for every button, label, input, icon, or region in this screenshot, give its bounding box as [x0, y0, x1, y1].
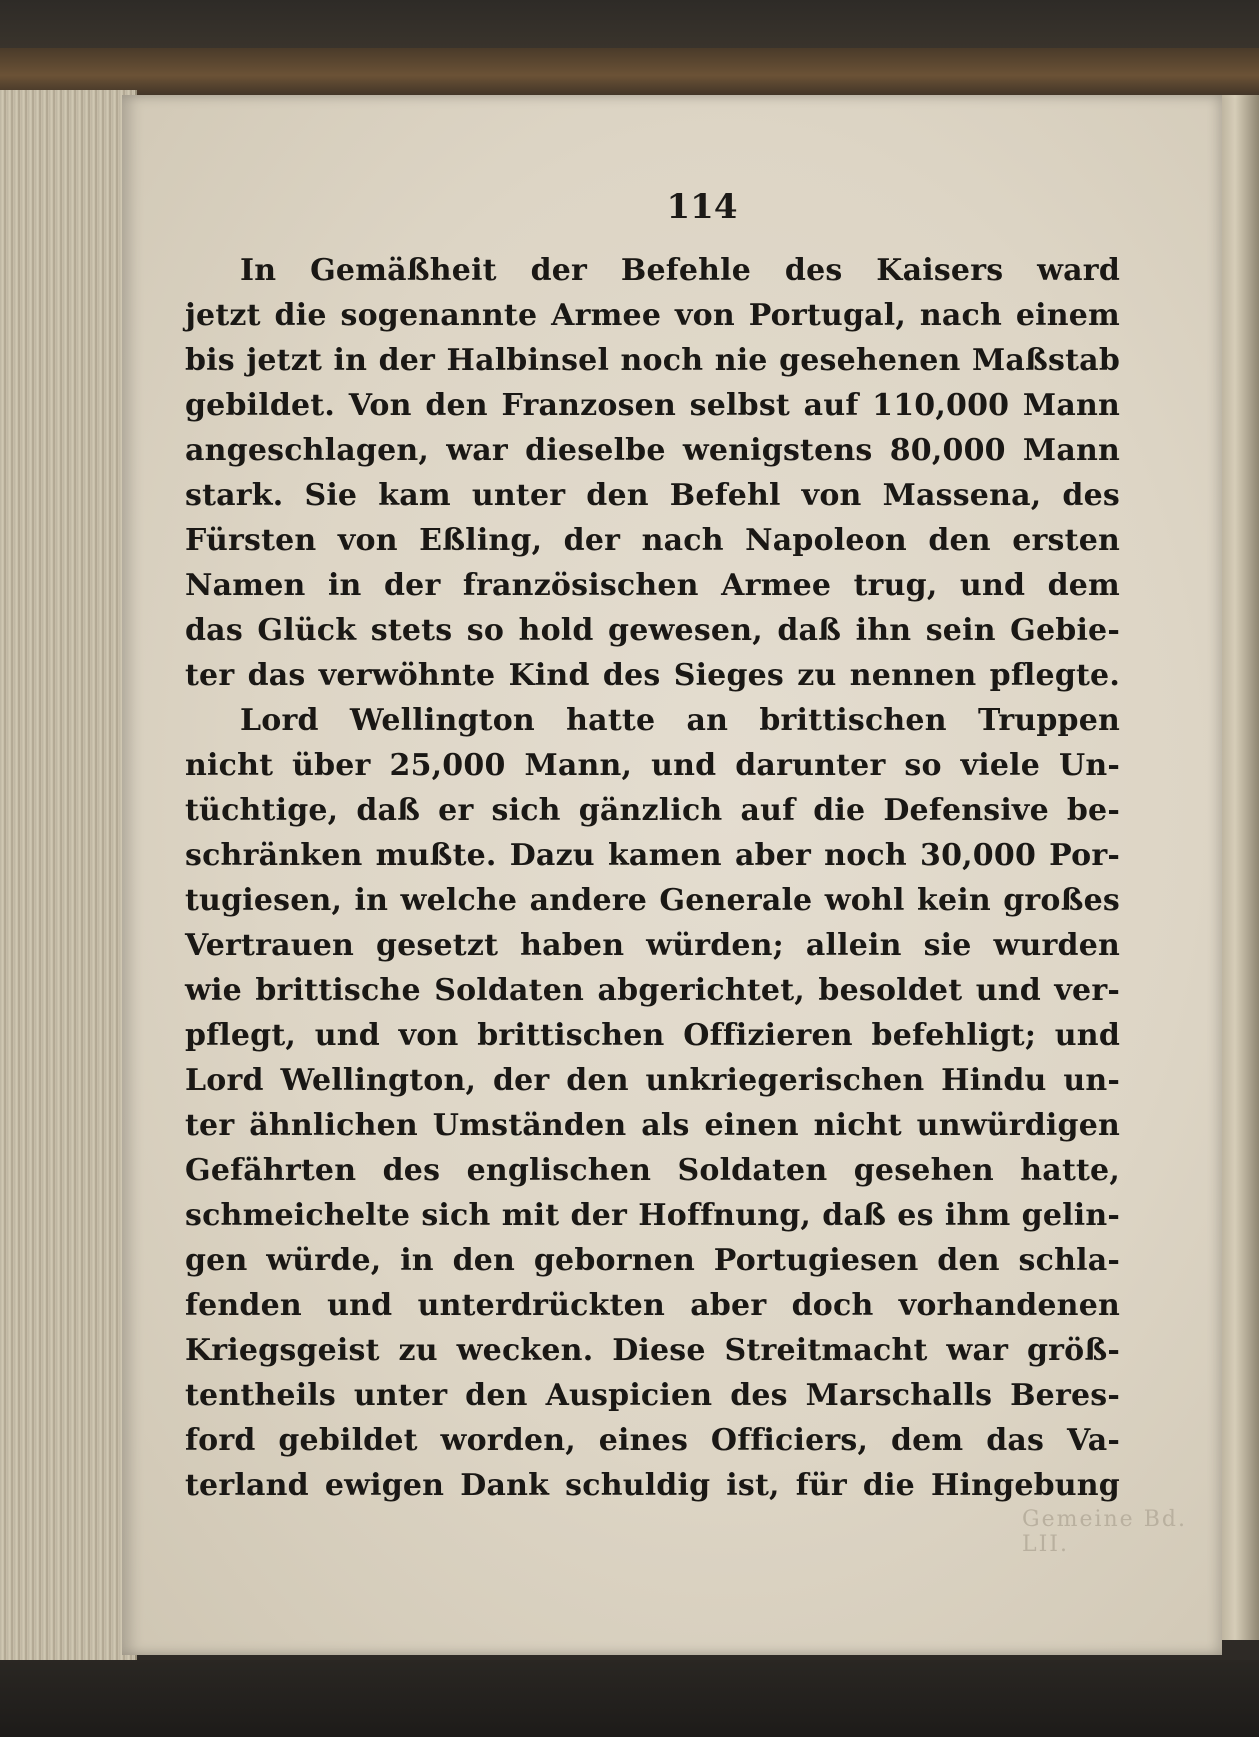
- text-line: jetzt die sogenannte Armee von Portugal, nach einem: [185, 298, 1120, 333]
- text-line: das Glück stets so hold gewesen, daß ihn sein Gebie-: [185, 613, 1120, 648]
- text-line: ter ähnlichen Umständen als einen nicht unwürdigen: [185, 1108, 1120, 1143]
- text-line: Vertrauen gesetzt haben würden; allein sie wurden: [185, 928, 1120, 963]
- text-line: tugiesen, in welche andere Generale wohl kein großes: [185, 883, 1120, 918]
- text-line: Lord Wellington, der den unkriegerischen Hindu un-: [185, 1063, 1120, 1098]
- text-line: angeschlagen, war dieselbe wenigstens 80,000 Mann: [185, 433, 1120, 468]
- page-text: [185, 248, 1120, 1508]
- text-line: tüchtige, daß er sich gänzlich auf die Defensive be-: [185, 793, 1120, 828]
- text-line: ford gebildet worden, eines Officiers, dem das Va-: [185, 1423, 1120, 1458]
- text-line: gebildet. Von den Franzosen selbst auf 110,000 Mann: [185, 388, 1120, 423]
- page-number: 114: [666, 187, 738, 227]
- text-line: Gefährten des englischen Soldaten gesehen hatte,: [185, 1153, 1120, 1188]
- text-line: In Gemäßheit der Befehle des Kaisers ward: [240, 253, 1120, 288]
- book-binding-top: [0, 48, 1259, 98]
- scan-bottom-edge: [0, 1660, 1259, 1737]
- text-line: ter das verwöhnte Kind des Sieges zu nennen pflegte.: [185, 658, 1120, 693]
- text-line: Kriegsgeist zu wecken. Diese Streitmacht war größ-: [185, 1333, 1120, 1368]
- text-line: wie brittische Soldaten abgerichtet, besoldet und ver-: [185, 973, 1120, 1008]
- text-line: Fürsten von Eßling, der nach Napoleon den ersten: [185, 523, 1120, 558]
- text-line: bis jetzt in der Halbinsel noch nie gesehenen Maßstab: [185, 343, 1120, 378]
- right-page-edge: [1219, 95, 1259, 1640]
- text-line: schmeichelte sich mit der Hoffnung, daß es ihm gelin-: [185, 1198, 1120, 1233]
- text-line: Lord Wellington hatte an brittischen Truppen: [240, 703, 1120, 738]
- page-stack-edge: [0, 90, 137, 1670]
- text-line: stark. Sie kam unter den Befehl von Massena, des: [185, 478, 1120, 513]
- text-line: terland ewigen Dank schuldig ist, für die Hingebung: [185, 1468, 1120, 1503]
- text-line: pflegt, und von brittischen Offizieren befehligt; und: [185, 1018, 1120, 1053]
- text-line: gen würde, in den gebornen Portugiesen den schla-: [185, 1243, 1120, 1278]
- bleed-through-text: Gemeine Bd. LII.: [1022, 1507, 1187, 1557]
- text-line: schränken mußte. Dazu kamen aber noch 30,000 Por-: [185, 838, 1120, 873]
- text-line: Namen in der französischen Armee trug, und dem: [185, 568, 1120, 603]
- text-line: tentheils unter den Auspicien des Marschalls Beres-: [185, 1378, 1120, 1413]
- text-line: fenden und unterdrückten aber doch vorhandenen: [185, 1288, 1120, 1323]
- text-line: nicht über 25,000 Mann, und darunter so viele Un-: [185, 748, 1120, 783]
